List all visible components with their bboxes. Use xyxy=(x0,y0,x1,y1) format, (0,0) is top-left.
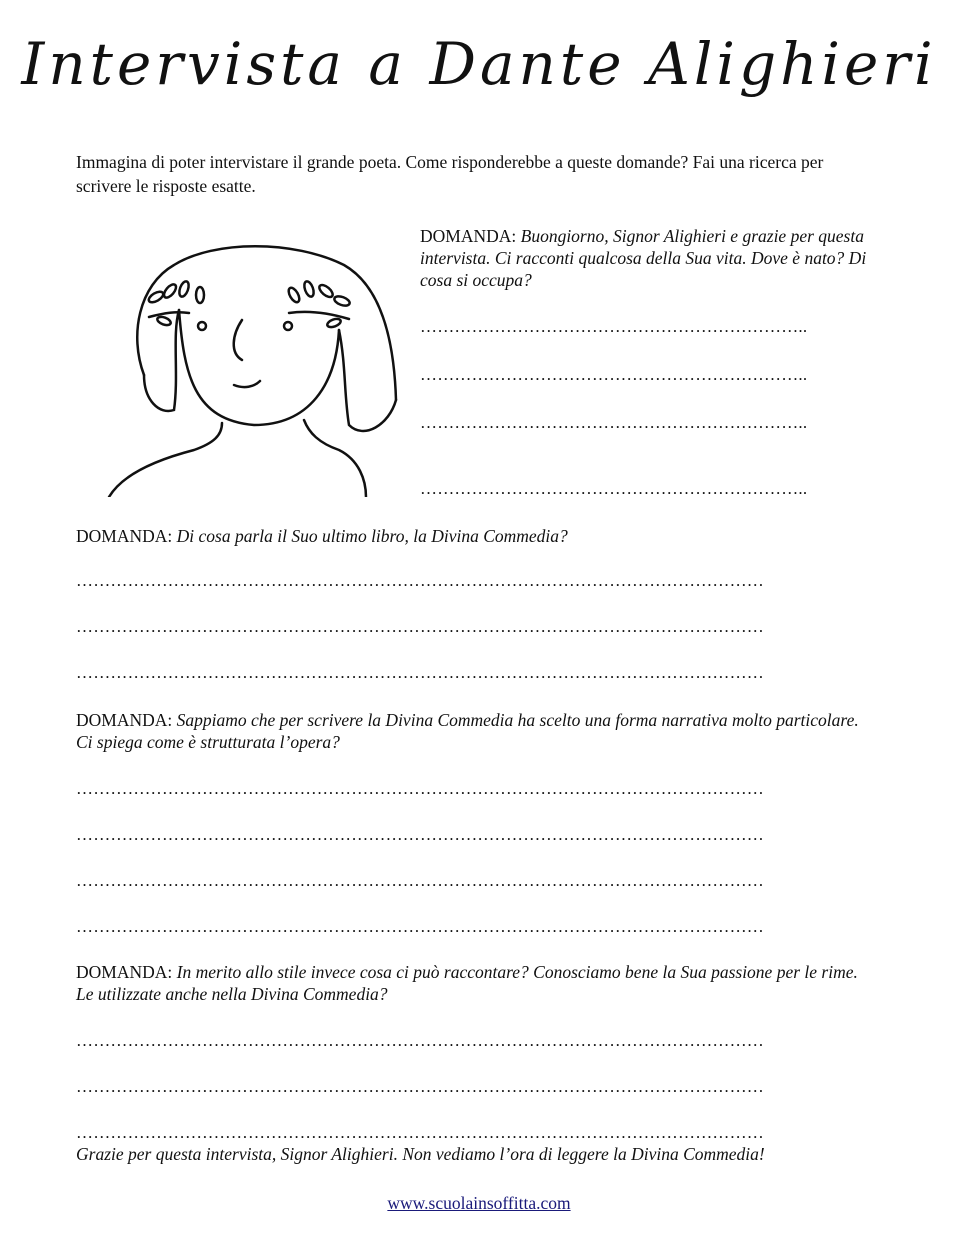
question-1-text xyxy=(420,225,880,291)
answer-line[interactable]: ………………………………………………………………………………………………………… xyxy=(76,617,764,636)
question-3 xyxy=(76,709,876,939)
question-4 xyxy=(76,961,876,1145)
answer-line[interactable]: ………………………………………………………………………………………………………… xyxy=(76,1077,764,1096)
question-1 xyxy=(420,225,880,501)
answer-line[interactable]: ………………………………………………………………………………………………………… xyxy=(76,1031,764,1050)
question-3-prompt: Sappiamo che per scrivere la Divina Commedia ha scelto una forma narrativa molto particolare. Ci spiega come è strutturata l’opera? xyxy=(76,710,859,752)
question-2-prompt: Di cosa parla il Suo ultimo libro, la Divina Commedia? xyxy=(176,526,568,546)
question-2 xyxy=(76,525,876,685)
footer xyxy=(0,1193,958,1214)
footer-website-link[interactable]: www.scuolainsoffitta.com xyxy=(387,1193,571,1213)
answer-line[interactable]: ………………………………………………………………………………………………………… xyxy=(76,917,764,936)
question-label: DOMANDA: xyxy=(76,962,173,982)
question-label: DOMANDA: xyxy=(76,710,173,730)
question-3-text xyxy=(76,709,876,753)
answer-line[interactable]: ………………………………………………………………………………………………………… xyxy=(76,663,764,682)
question-label: DOMANDA: xyxy=(420,226,517,246)
intro-paragraph: Immagina di poter intervistare il grande poeta. Come risponderebbe a queste domande? Fai una ricerca per scrivere le risposte esatte. xyxy=(76,152,824,196)
worksheet-title: Intervista a Dante Alighieri xyxy=(21,30,937,98)
answer-line[interactable]: ………………………………………………………………………………………………………… xyxy=(76,825,764,844)
answer-line[interactable]: ………………………………………………………………………………………………………… xyxy=(76,871,764,890)
question-label: DOMANDA: xyxy=(76,526,173,546)
answer-line[interactable]: ………………………………………………………….. xyxy=(420,365,808,384)
closing-line: Grazie per questa intervista, Signor Alighieri. Non vediamo l’ora di leggere la Divina Commedia! xyxy=(76,1144,765,1164)
question-2-text xyxy=(76,525,876,547)
answer-line[interactable]: ………………………………………………………………………………………………………… xyxy=(76,1123,764,1142)
question-1-prompt: Buongiorno, Signor Alighieri e grazie per questa intervista. Ci racconti qualcosa della Sua vita. Dove è nato? Di cosa si occupa? xyxy=(420,226,867,290)
question-4-prompt: In merito allo stile invece cosa ci può raccontare? Conosciamo bene la Sua passione per le rime. Le utilizzate anche nella Divina Commedia? xyxy=(76,962,858,1004)
answer-line[interactable]: ………………………………………………………….. xyxy=(420,413,808,432)
answer-line[interactable]: ………………………………………………………………………………………………………… xyxy=(76,779,764,798)
dante-portrait-illustration xyxy=(104,225,404,497)
answer-line[interactable]: ………………………………………………………………………………………………………… xyxy=(76,571,764,590)
question-4-text xyxy=(76,961,876,1005)
answer-line[interactable]: ………………………………………………………….. xyxy=(420,479,808,498)
answer-line[interactable]: ………………………………………………………….. xyxy=(420,317,808,336)
